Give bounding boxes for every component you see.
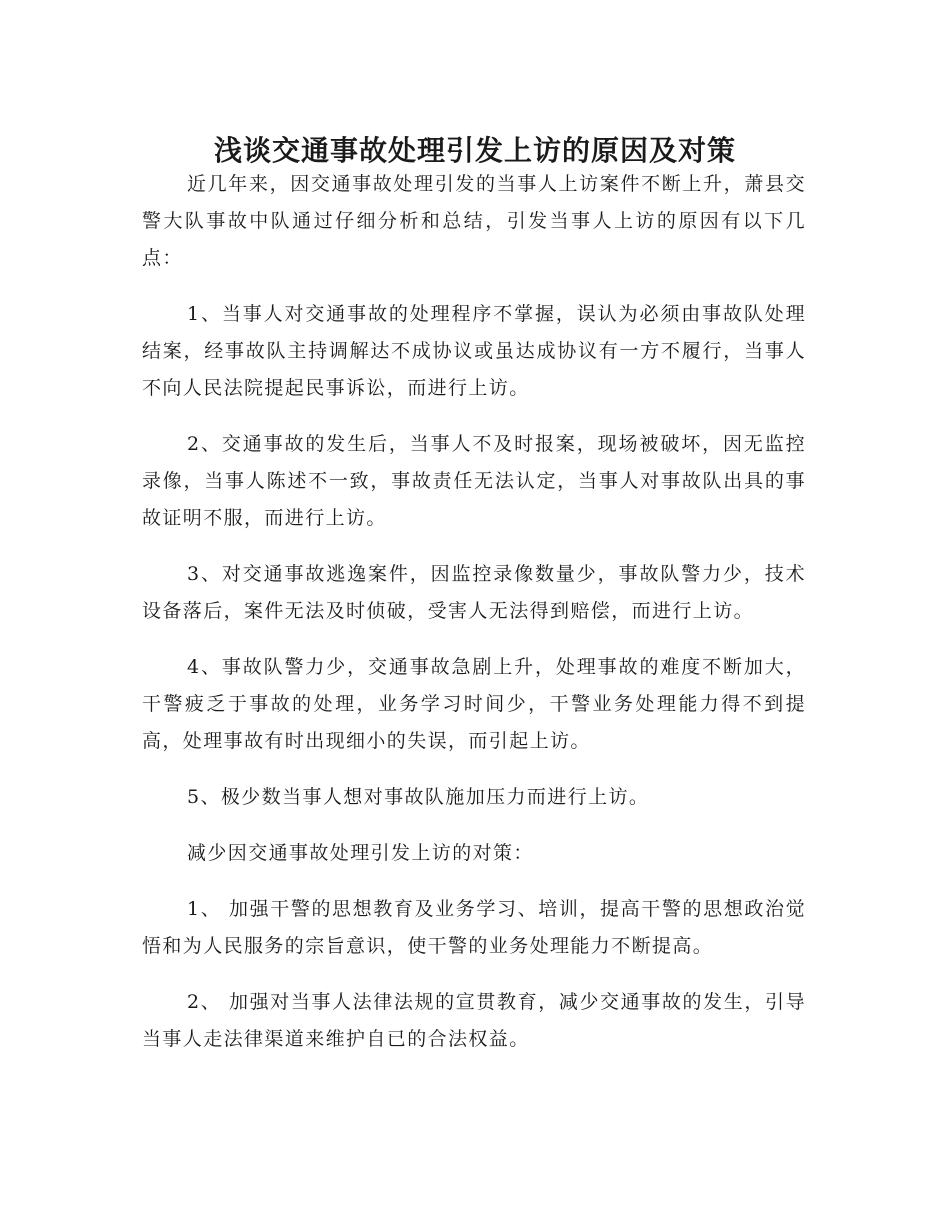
paragraph-reason-2: 2、交通事故的发生后，当事人不及时报案，现场被破坏，因无监控录像，当事人陈述不一致，事故责任无法认定，当事人对事故队出具的事故证明不服，而进行上访。 <box>142 433 806 529</box>
paragraph-reason-1: 1、当事人对交通事故的处理程序不掌握，误认为必须由事故队处理结案，经事故队主持调解达不成协议或虽达成协议有一方不履行，当事人不向人民法院提起民事诉讼，而进行上访。 <box>142 303 806 399</box>
paragraph-countermeasure-1: 1、 加强干警的思想教育及业务学习、培训，提高干警的思想政治觉悟和为人民服务的宗旨意识，使干警的业务处理能力不断提高。 <box>142 898 806 957</box>
document-title: 浅谈交通事故处理引发上访的原因及对策 <box>213 133 736 167</box>
paragraph-reason-4: 4、事故队警力少，交通事故急剧上升，处理事故的难度不断加大，干警疲乏于事故的处理，业务学习时间少，干警业务处理能力得不到提高，处理事故有时出现细小的失误，而引起上访。 <box>142 656 806 752</box>
paragraph-reason-5: 5、极少数当事人想对事故队施加压力而进行上访。 <box>187 786 650 808</box>
document-body <box>142 166 806 1077</box>
paragraph-reason-3: 3、对交通事故逃逸案件，因监控录像数量少，事故队警力少，技术设备落后，案件无法及时侦破，受害人无法得到赔偿，而进行上访。 <box>142 563 806 622</box>
paragraph-countermeasures-heading: 减少因交通事故处理引发上访的对策： <box>187 842 534 864</box>
paragraph-countermeasure-2: 2、 加强对当事人法律法规的宣贯教育，减少交通事故的发生，引导当事人走法律渠道来维护自已的合法权益。 <box>142 991 806 1050</box>
paragraph-intro: 近几年来，因交通事故处理引发的当事人上访案件不断上升，萧县交警大队事故中队通过仔细分析和总结，引发当事人上访的原因有以下几点： <box>142 173 806 269</box>
